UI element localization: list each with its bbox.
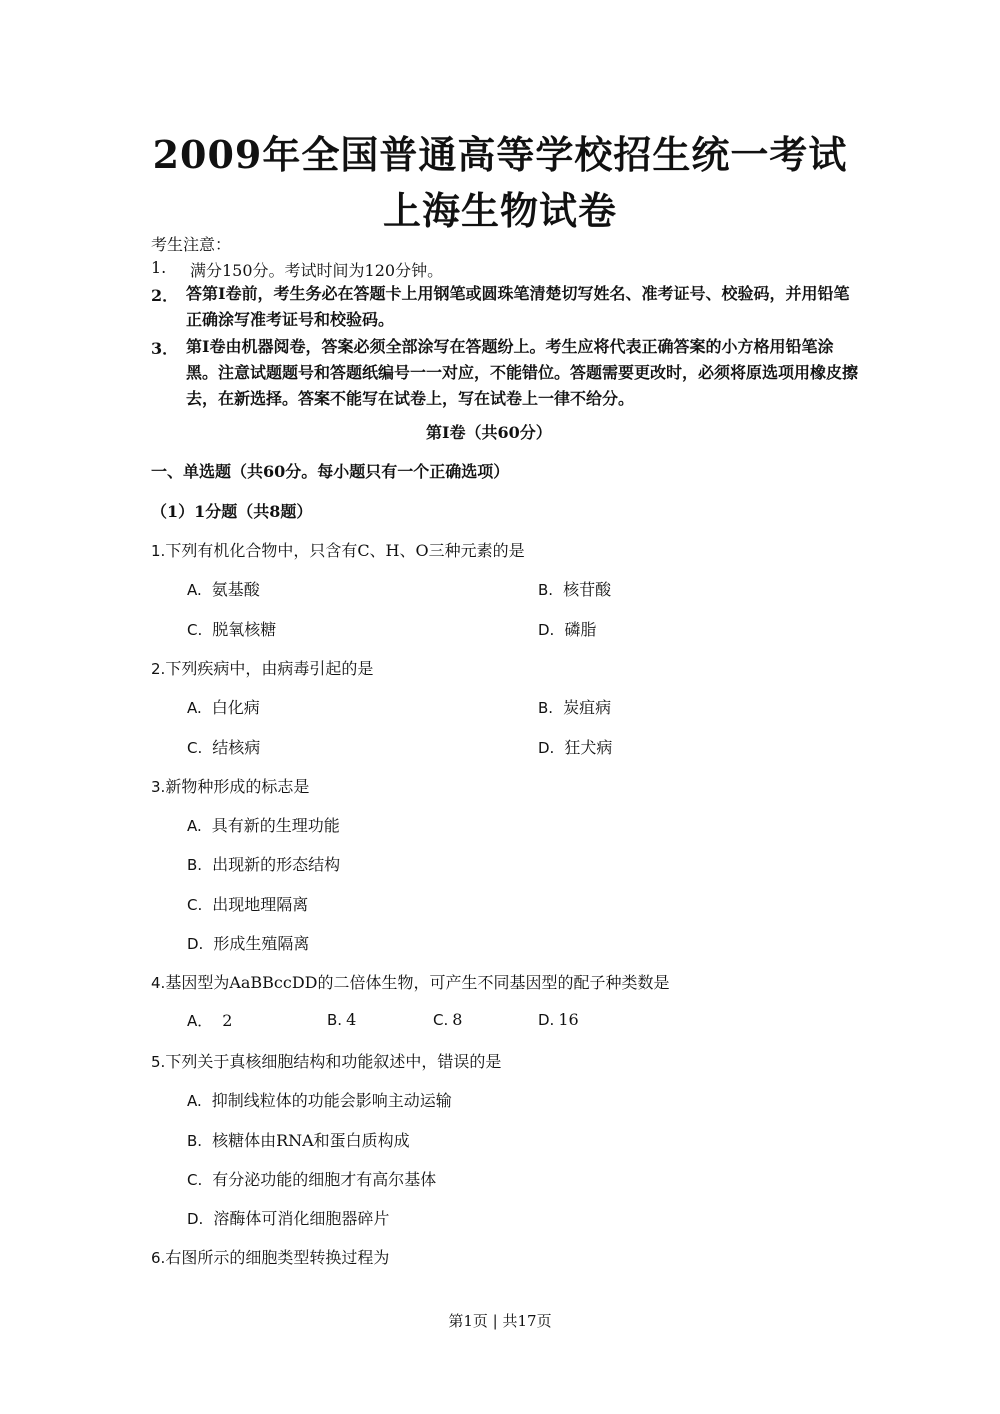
q5-option-b [187,1128,410,1151]
option-text: 抑制线粒体的功能会影响主动运输 [211,1091,452,1110]
notice-item-3-num: 3． [151,339,179,358]
question-number: 2. [151,660,166,678]
option-text: 氨基酸 [211,580,260,599]
q1-option-b [538,577,611,600]
option-letter: B. [538,581,554,599]
option-letter: A. [187,581,202,599]
option-text: 16 [558,1010,579,1029]
q3-option-a [187,813,340,836]
option-text: 炭疽病 [563,698,612,717]
option-text: 2 [222,1011,233,1030]
part-heading: 第Ⅰ卷（共60分） [426,423,552,442]
question-number: 4. [151,974,166,992]
option-letter: B. [187,856,203,874]
q5-option-c [187,1167,436,1190]
notice-item-2-num: 2． [151,286,179,305]
option-text: 形成生殖隔离 [213,934,310,953]
option-letter: C. [187,1171,203,1189]
option-letter: A. [187,699,202,717]
option-text: 狂犬病 [564,738,613,757]
q4-option-b [327,1010,356,1029]
question-6-stem [151,1245,389,1268]
question-text: 右图所示的细胞类型转换过程为 [165,1248,390,1267]
notice-item-2-text: 答第Ⅰ卷前，考生务必在答题卡上用钢笔或圆珠笔清楚切写姓名、准考证号、校验码，并用铅笔正确涂写准考证号和校验码。 [186,284,850,329]
question-number: 6. [151,1249,166,1267]
q1-option-d [538,617,596,640]
option-letter: D. [538,621,555,639]
question-2-stem [151,656,373,679]
subsection-heading: （1）1分题（共8题） [151,502,313,521]
question-4-stem [151,970,670,993]
option-letter: C. [187,896,203,914]
q4-option-a [187,1010,232,1031]
option-text: 8 [452,1010,463,1029]
option-text: 4 [346,1010,357,1029]
option-text: 出现新的形态结构 [212,855,341,874]
q3-option-d [187,931,309,954]
option-text: 核糖体由RNA和蛋白质构成 [212,1131,410,1150]
option-letter: C. [187,621,203,639]
option-letter: C. [187,739,203,757]
q5-option-a [187,1088,452,1111]
q1-option-c [187,617,276,640]
q2-option-b [538,695,611,718]
option-letter: C. [433,1011,449,1029]
option-letter: A． [187,1012,213,1030]
option-letter: B. [327,1011,343,1029]
notice-heading: 考生注意： [151,235,232,254]
question-text: 下列疾病中，由病毒引起的是 [165,659,374,678]
page-footer: 第1页 | 共17页 [448,1312,552,1330]
question-3-stem [151,774,309,797]
section-heading: 一、单选题（共60分。每小题只有一个正确选项） [151,462,510,481]
option-text: 具有新的生理功能 [211,816,340,835]
option-text: 脱氧核糖 [212,620,277,639]
question-text: 下列有机化合物中，只含有C、H、O三种元素的是 [165,541,525,560]
q2-option-c [187,735,260,758]
title-line-2: 上海生物试卷 [382,188,617,233]
option-text: 有分泌功能的细胞才有高尔基体 [212,1170,437,1189]
question-5-stem [151,1049,501,1072]
q2-option-d [538,735,612,758]
question-text: 下列关于真核细胞结构和功能叙述中，错误的是 [165,1052,502,1071]
question-number: 5. [151,1053,166,1071]
question-text: 基因型为AaBBccDD的二倍体生物，可产生不同基因型的配子种类数是 [165,973,670,992]
q4-option-c [433,1010,462,1029]
q5-option-d [187,1206,389,1229]
title-line-1: 2009年全国普通高等学校招生统一考试 [152,132,848,177]
notice-item-1-text: 满分150分。考试时间为120分钟。 [190,261,444,280]
option-letter: A. [187,817,202,835]
option-letter: D. [538,739,555,757]
option-letter: D. [187,935,204,953]
option-text: 磷脂 [564,620,597,639]
q3-option-c [187,892,308,915]
option-text: 核苷酸 [563,580,612,599]
option-text: 结核病 [212,738,261,757]
option-text: 白化病 [211,698,260,717]
option-text: 出现地理隔离 [212,895,309,914]
option-letter: D. [538,1011,555,1029]
q3-option-b [187,852,340,875]
option-text: 溶酶体可消化细胞器碎片 [213,1209,390,1228]
question-number: 3. [151,778,166,796]
option-letter: D. [187,1210,204,1228]
question-1-stem [151,538,525,561]
option-letter: A. [187,1092,202,1110]
question-number: 1. [151,542,166,560]
q1-option-a [187,577,260,600]
option-letter: B. [538,699,554,717]
q4-option-d [538,1010,579,1029]
question-text: 新物种形成的标志是 [165,777,310,796]
notice-item-1-num: 1. [151,258,167,277]
notice-item-3-text: 第Ⅰ卷由机器阅卷，答案必须全部涂写在答题纷上。考生应将代表正确答案的小方格用铅笔涂黑。注意试题题号和答题纸编号一一对应，不能错位。答题需要更改时，必须将原选项用橡皮擦去，在新选择。答案不能写在试卷上，写在试卷上一律不给分。 [186,337,859,408]
option-letter: B. [187,1132,203,1150]
q2-option-a [187,695,260,718]
